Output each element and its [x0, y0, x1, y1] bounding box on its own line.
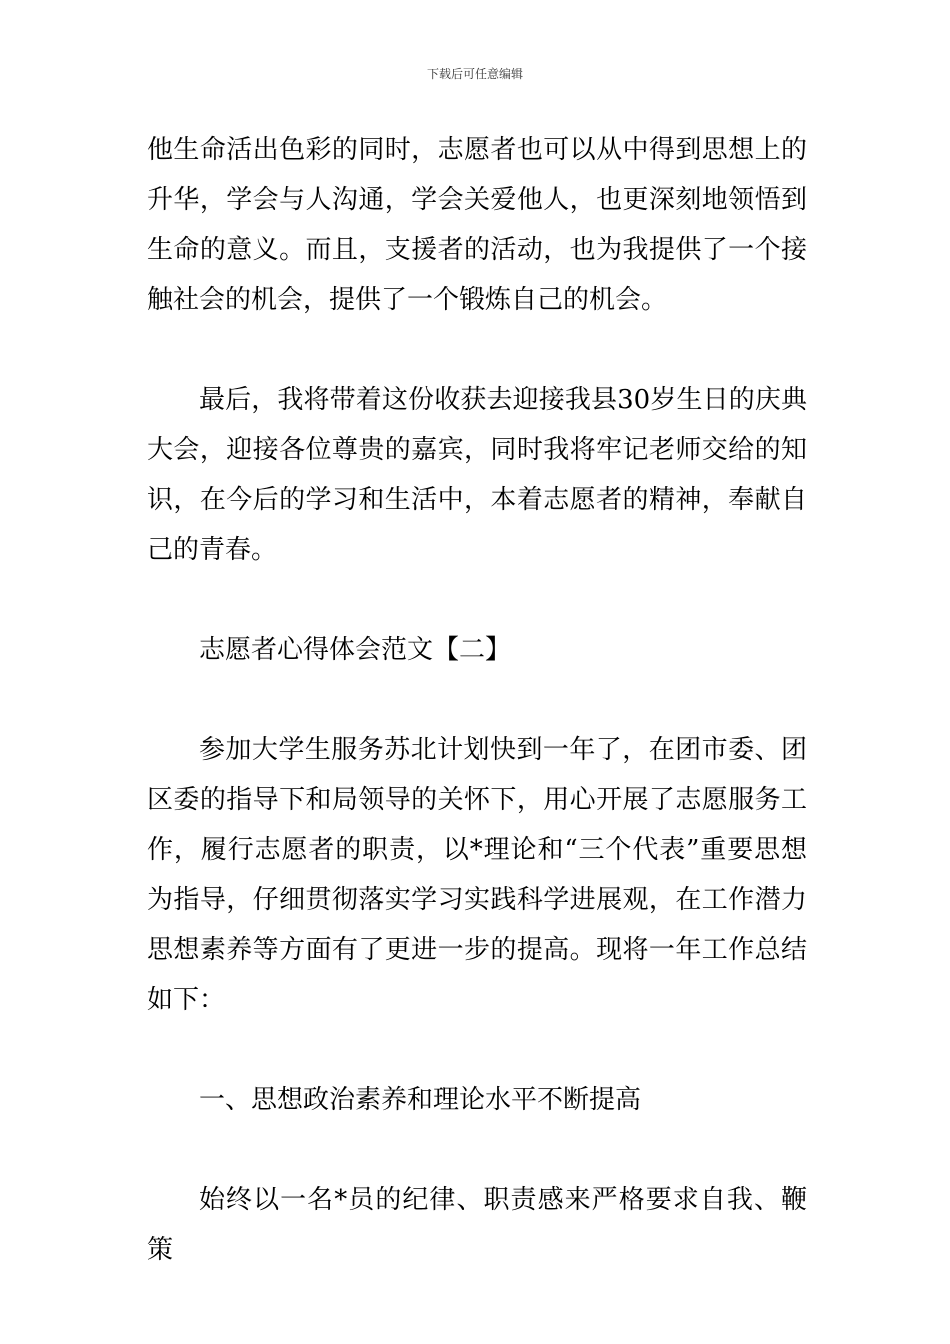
paragraph-continuation: 他生命活出色彩的同时，志愿者也可以从中得到思想上的升华，学会与人沟通，学会关爱他人，也更深刻地领悟到生命的意义。而且，支援者的活动，也为我提供了一个接触社会的机会，提供了一个锻炼自己的机会。 — [147, 135, 807, 315]
subsection-heading: 一、思想政治素养和理论水平不断提高 — [199, 1085, 642, 1115]
paragraph-intro: 参加大学生服务苏北计划快到一年了，在团市委、团区委的指导下和局领导的关怀下，用心开展了志愿服务工作，履行志愿者的职责，以*理论和“三个代表”重要思想为指导，仔细贯彻落实学习实践科学进展观，在工作潜力思想素养等方面有了更进一步的提高。现将一年工作总结如下： — [147, 735, 807, 1015]
document-body — [147, 125, 807, 1275]
section-heading: 志愿者心得体会范文【二】 — [199, 635, 512, 665]
paragraph-partial: 始终以一名*员的纪律、职责感来严格要求自我、鞭策 — [147, 1185, 807, 1265]
page-header: 下载后可任意编辑 — [426, 67, 523, 81]
paragraph-conclusion: 最后，我将带着这份收获去迎接我县30岁生日的庆典大会，迎接各位尊贵的嘉宾，同时我将牢记老师交给的知识，在今后的学习和生活中，本着志愿者的精神，奉献自己的青春。 — [147, 385, 807, 565]
